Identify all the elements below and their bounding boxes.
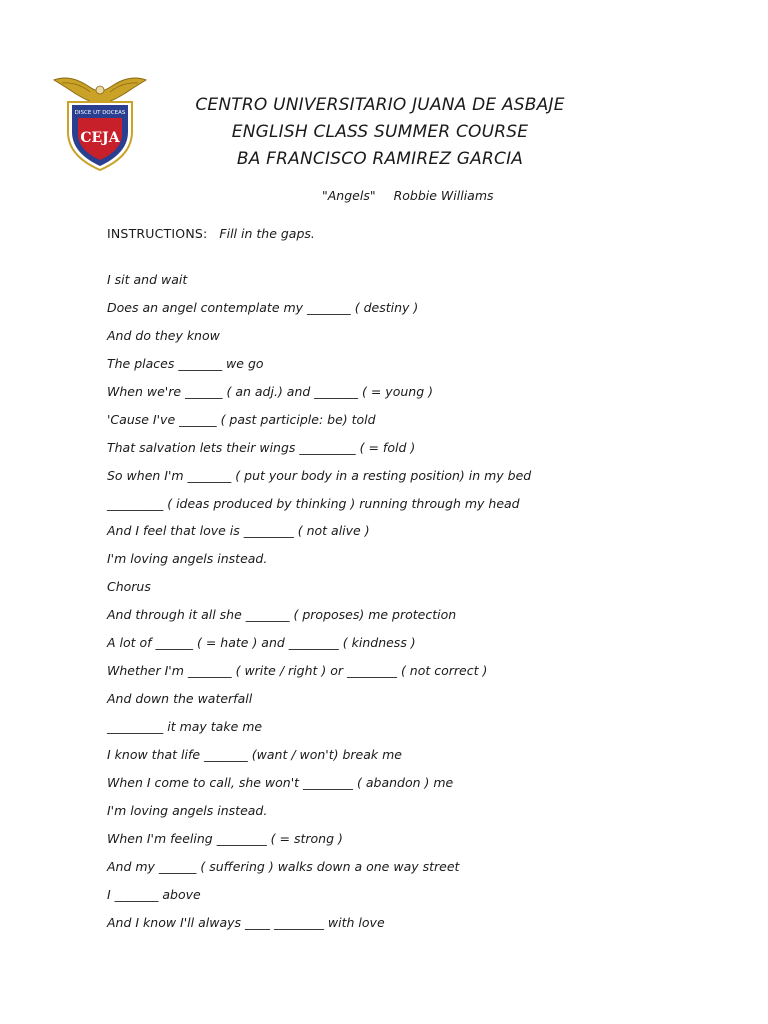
lyric-line: I'm loving angels instead. (107, 802, 268, 818)
lyric-line: And do they know (107, 327, 220, 343)
song-artist: Robbie Williams (393, 188, 494, 203)
course-name: ENGLISH CLASS SUMMER COURSE (231, 122, 529, 142)
song-subtitle (322, 188, 508, 203)
institution-name: CENTRO UNIVERSITARIO JUANA DE ASBAJE (195, 95, 565, 115)
lyric-line: And down the waterfall (107, 691, 253, 707)
lyric-line: _________ it may take me (107, 719, 263, 734)
lyric-line: I sit and wait (107, 272, 188, 287)
lyric-line: The places _______ we go (107, 355, 264, 371)
lyric-line: _________ ( ideas produced by thinking ) running through my head (107, 495, 520, 511)
eagle-shield-icon (50, 70, 150, 174)
lyric-line: I _______ above (107, 886, 201, 902)
school-logo (50, 70, 150, 174)
lyric-line: So when I'm _______ ( put your body in a resting position) in my bed (107, 467, 532, 483)
lyric-line: 'Cause I've ______ ( past participle: be) told (107, 411, 376, 427)
lyric-line: And my ______ ( suffering ) walks down a one way street (107, 858, 460, 874)
instructions (107, 226, 315, 241)
lyric-line: When we're ______ ( an adj.) and _______ ( = young ) (107, 383, 433, 399)
lyric-line: And I know I'll always ____ ________ with love (107, 914, 385, 930)
lyric-line: And through it all she _______ ( proposes) me protection (107, 607, 457, 623)
lyric-line: I know that life _______ (want / won't) break me (107, 746, 402, 762)
lyric-line: Does an angel contemplate my _______ ( destiny ) (107, 299, 419, 315)
lyric-line: Whether I'm _______ ( write / right ) or ________ ( not correct ) (107, 663, 488, 679)
lyric-line: When I come to call, she won't ________ ( abandon ) me (107, 774, 454, 790)
lyric-line: When I'm feeling ________ ( = strong ) (107, 830, 343, 846)
song-title: "Angels" (322, 188, 376, 203)
lyric-line: I'm loving angels instead. (107, 551, 268, 567)
teacher-name: BA FRANCISCO RAMIREZ GARCIA (236, 149, 524, 169)
lyrics-list (107, 270, 531, 941)
logo-motto-text: DISCE UT DOCEAS (74, 110, 126, 116)
document-header (170, 92, 590, 173)
logo-initials-text: CEJA (80, 130, 120, 146)
lyric-line: Chorus (107, 579, 151, 595)
instructions-text: Fill in the gaps. (219, 226, 315, 241)
instructions-label: INSTRUCTIONS: (107, 226, 208, 241)
lyric-line: That salvation lets their wings _________ ( = fold ) (107, 439, 416, 455)
lyric-line: And I feel that love is ________ ( not alive ) (107, 523, 370, 539)
lyric-line: A lot of ______ ( = hate ) and ________ ( kindness ) (107, 635, 416, 651)
